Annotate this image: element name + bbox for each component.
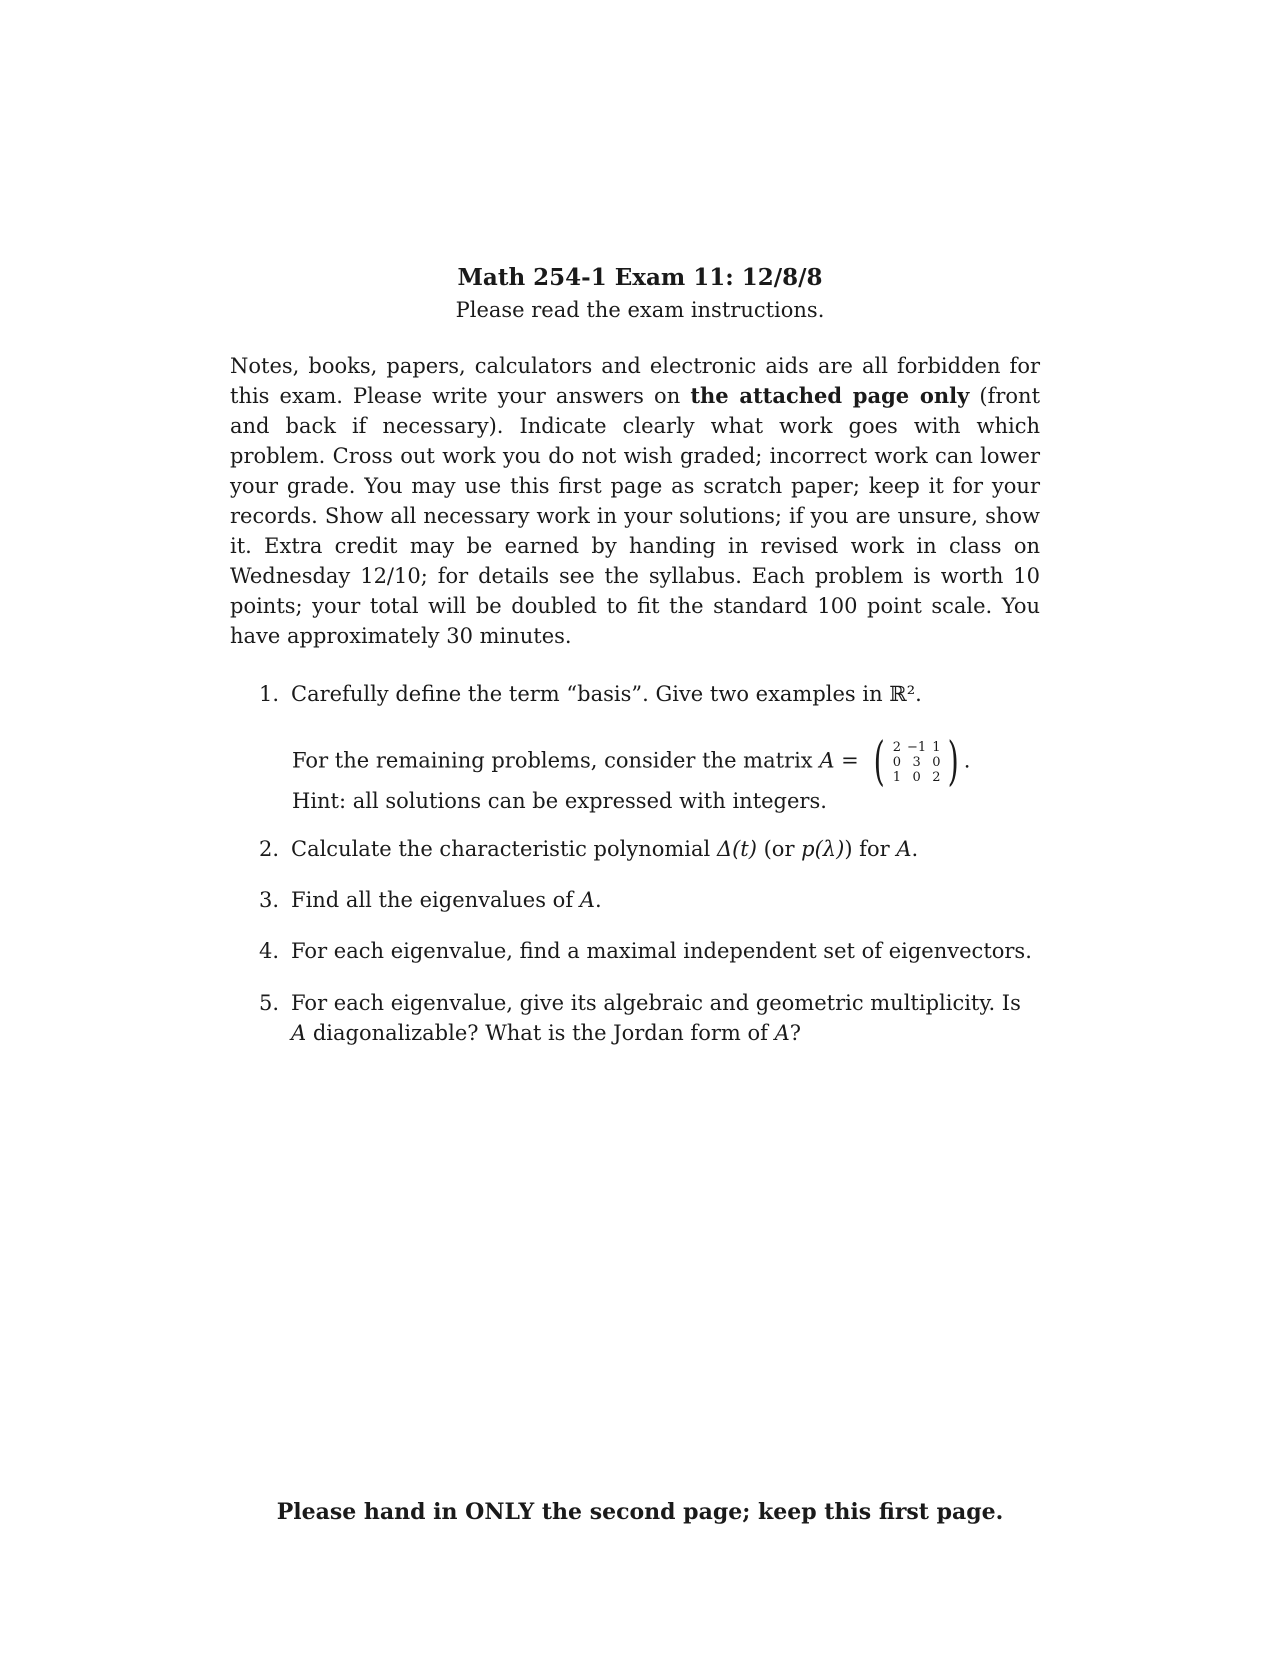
right-paren-icon: )	[948, 732, 960, 792]
matrix-cell: 0	[892, 754, 902, 770]
problem-text	[291, 679, 1041, 709]
problem-4	[259, 936, 1049, 966]
problem-text-part: .	[915, 682, 922, 706]
problem-number: 4.	[259, 939, 280, 963]
problem-number: 2.	[259, 837, 280, 861]
left-paren-icon: (	[874, 732, 886, 792]
matrix-cell: 0	[932, 754, 941, 770]
problem-text	[291, 988, 1041, 1048]
problem-text-part: Carefully define the term “basis”. Give two examples in	[291, 682, 890, 706]
problem-number: 3.	[259, 888, 280, 912]
matrix-row	[890, 770, 944, 785]
problem-2	[259, 834, 1049, 864]
problem-1	[259, 679, 1049, 709]
matrix-cell: −1	[907, 739, 927, 755]
remaining-problems-intro	[292, 732, 1052, 792]
problem-text-part: For each eigenvalue, give its algebraic and geometric multiplicity. Is	[291, 991, 1021, 1015]
problem-text-part: diagonalizable? What is the Jordan form of	[306, 1021, 775, 1045]
problem-text-part: .	[594, 888, 602, 912]
problem-text-part: ?	[789, 1021, 802, 1045]
problem-math: A	[896, 837, 912, 861]
problem-math: A	[774, 1021, 790, 1045]
matrix-cell: 1	[932, 739, 941, 755]
problem-text	[291, 885, 1041, 915]
hint-text: Hint: all solutions can be expressed with integers.	[292, 789, 827, 813]
matrix-name: A	[819, 748, 835, 773]
instructions-bold: the attached page only	[690, 383, 970, 408]
matrix-table	[890, 740, 944, 785]
period: .	[963, 748, 971, 773]
problem-text-part: Calculate the characteristic polynomial	[291, 837, 717, 861]
remaining-text: For the remaining problems, consider the matrix	[292, 748, 820, 773]
instructions-text-1: Notes, books, papers, calculators and electronic aids are all forbidden for this exam. Please write your answers on	[230, 354, 1040, 408]
problem-5	[259, 988, 1049, 1048]
problem-text-part: .	[911, 837, 919, 861]
instructions-text-2: (front and back if necessary). Indicate clearly what work goes with which problem. Cross out work you do not wish graded; incorrect work can lower your grade. You may use this first page as scratch paper; keep it for your records. Show all necessary work in your solutions; if you are unsure, show it. Extra credit may be earned by handing in revised work in class on Wednesday 12/10; for details see the syllabus. Each problem is worth 10 points; your total will be doubled to fit the standard 100 point scale. You have approximately 30 minutes.	[230, 384, 1041, 648]
problem-math: Δ(t)	[716, 837, 757, 861]
instructions-paragraph	[230, 351, 1040, 651]
matrix-a	[869, 732, 963, 792]
matrix-row	[890, 740, 944, 755]
problem-number: 5.	[259, 991, 280, 1015]
problem-math: A	[579, 888, 595, 912]
exam-title: Math 254-1 Exam 11: 12/8/8	[457, 264, 823, 291]
matrix-cell: 0	[912, 769, 921, 785]
matrix-cell: 2	[892, 739, 902, 755]
matrix-cell: 3	[912, 754, 921, 770]
exam-subtitle: Please read the exam instructions.	[455, 298, 825, 322]
problem-math: p(λ)	[801, 837, 845, 861]
problem-3	[259, 885, 1049, 915]
matrix-cell: 2	[932, 769, 941, 785]
problem-text-part: (or	[756, 837, 802, 861]
problem-math: ℝ²	[889, 682, 916, 706]
problem-text: For each eigenvalue, find a maximal independent set of eigenvectors.	[291, 939, 1032, 963]
problem-math: A	[291, 1021, 307, 1045]
problem-text-part: Find all the eigenvalues of	[291, 888, 580, 912]
problem-text	[291, 834, 1041, 864]
equals-sign: =	[834, 748, 866, 773]
matrix-row	[890, 755, 944, 770]
problem-number: 1.	[259, 682, 280, 706]
footer-note: Please hand in ONLY the second page; keep this first page.	[276, 1499, 1004, 1525]
problem-text-part: ) for	[844, 837, 897, 861]
matrix-cell: 1	[892, 769, 902, 785]
